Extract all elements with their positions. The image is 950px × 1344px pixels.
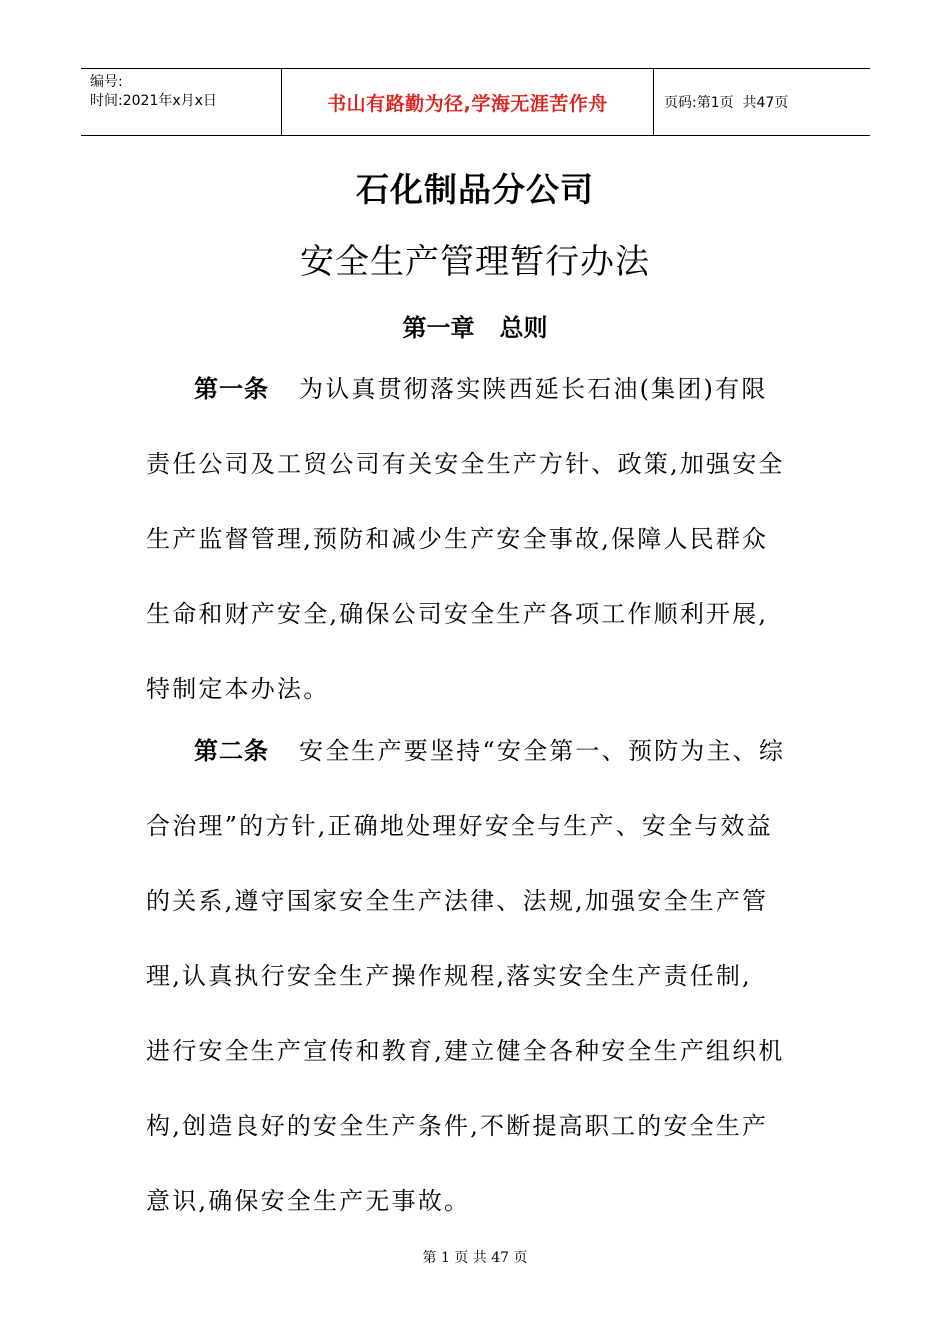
- article-1: [146, 352, 786, 727]
- document-number-label: 编号:: [90, 74, 123, 90]
- article-label: 第一条: [194, 375, 269, 403]
- article-line: [146, 714, 786, 789]
- article-line: 意识,确保安全生产无事故。: [146, 1187, 471, 1215]
- article-line: 理,认真执行安全生产操作规程,落实安全生产责任制,: [146, 962, 752, 990]
- article-line: 进行安全生产宣传和教育,建立健全各种安全生产组织机: [146, 1037, 785, 1065]
- article-text: 安全生产要坚持“安全第一、预防为主、综: [299, 737, 786, 765]
- article-label: 第二条: [194, 737, 269, 765]
- header-motto: 书山有路勤为径,学海无涯苦作舟: [282, 69, 654, 135]
- article-line: [146, 352, 786, 427]
- document-title-line1: 石化制品分公司: [356, 170, 594, 209]
- header-meta: [81, 69, 282, 135]
- header-page-info-text: 页码:第1页 共47页: [664, 95, 789, 111]
- article-text: 为认真贯彻落实陕西延长石油(集团)有限: [299, 375, 768, 403]
- document-time: 时间:2021年x月x日: [90, 93, 217, 109]
- article-line: 合治理”的方针,正确地处理好安全与生产、安全与效益: [146, 812, 773, 840]
- article-line: 生命和财产安全,确保公司安全生产各项工作顺利开展,: [146, 600, 769, 628]
- article-line: 的关系,遵守国家安全生产法律、法规,加强安全生产管: [146, 887, 769, 915]
- article-line: 特制定本办法。: [146, 675, 330, 703]
- page-footer: 第 1 页 共 47 页: [422, 1250, 528, 1266]
- header-page-info: [654, 69, 870, 135]
- article-line: 构,创造良好的安全生产条件,不断提高职工的安全生产: [146, 1112, 769, 1140]
- document-title-line2: 安全生产管理暂行办法: [300, 242, 650, 282]
- chapter-heading: 第一章 总则: [402, 314, 548, 342]
- article-line: 生产监督管理,预防和减少生产安全事故,保障人民群众: [146, 525, 769, 553]
- article-line: 责任公司及工贸公司有关安全生产方针、政策,加强安全: [146, 450, 785, 478]
- article-2: [146, 714, 786, 1239]
- document-header: [81, 68, 870, 136]
